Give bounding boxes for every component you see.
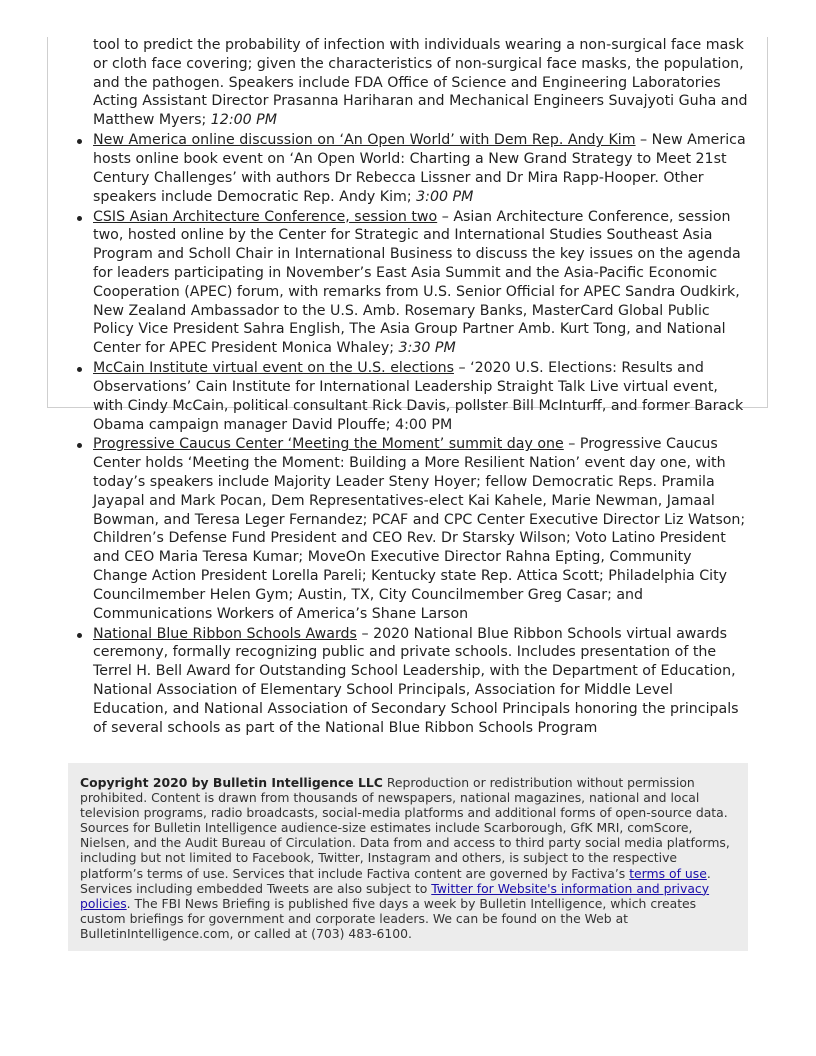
event-time: 3:30 PM — [398, 340, 456, 357]
copyright-footer — [68, 763, 748, 951]
event-description: New America hosts online book event on ‘An Open World: Charting a New Grand Strategy to Meet 21st Century Challenges’ with authors Dr Rebecca Lissner and Dr Mira Rapp-Hooper. Other speakers include Democratic Rep. Andy Kim; — [93, 132, 746, 205]
footer-text: . The FBI News Briefing is published five days a week by Bulletin Intelligence, which creates custom briefings for government and corporate leaders. We can be found on the Web at BulletinIntelligence.com, or called at (703) 483-6100. — [80, 895, 697, 941]
event-time: 12:00 PM — [210, 112, 277, 129]
event-separator: – — [635, 132, 652, 149]
list-item — [93, 131, 749, 206]
twitter-policy-link[interactable]: Twitter for Website's information and privacy policies — [80, 880, 710, 911]
event-list — [0, 36, 816, 737]
list-item — [93, 625, 749, 738]
list-item — [93, 359, 749, 434]
copyright-heading: Copyright 2020 by Bulletin Intelligence LLC — [80, 775, 383, 790]
event-description: ‘2020 U.S. Elections: Results and Observations’ Cain Institute for International Leadership Straight Talk Live virtual event, with Cindy McCain, political consultant Rick Davis, pollster Bill McInturff, and former Barack Obama campaign manager David Plouffe; 4:00 PM — [93, 360, 744, 433]
event-separator: – — [356, 625, 374, 642]
list-item — [93, 208, 749, 358]
event-description: 2020 National Blue Ribbon Schools virtual awards ceremony, formally recognizing public and private schools. Includes presentation of the Terrel H. Bell Award for Outstanding School Leadership, with the Department of Education, National Association of Elementary School Principals, Association for Middle Level Education, and National Association of Secondary School Principals honoring the principals of several schools as part of the National Blue Ribbon Schools Program — [93, 625, 739, 736]
list-item — [93, 435, 749, 623]
events-section — [0, 36, 816, 739]
event-link[interactable]: Progressive Caucus Center ‘Meeting the Moment’ summit day one — [93, 436, 564, 453]
event-description: tool to predict the probability of infection with individuals wearing a non-surgical face mask or cloth face covering; given the characteristics of non-surgical face masks, the population, and the pathogen. Speakers include FDA Office of Science and Engineering Laboratories Acting Assistant Director Prasanna Hariharan and Mechanical Engineers Suvajyoti Guha and Matthew Myers; — [93, 37, 748, 129]
event-link[interactable]: New America online discussion on ‘An Open World’ with Dem Rep. Andy Kim — [93, 132, 636, 149]
event-link[interactable]: CSIS Asian Architecture Conference, session two — [93, 208, 438, 225]
event-link[interactable]: National Blue Ribbon Schools Awards — [93, 625, 357, 642]
terms-of-use-link[interactable]: terms of use — [629, 865, 707, 881]
footer-text: . Services including embedded Tweets are also subject to — [80, 865, 711, 896]
footer-text: Reproduction or redistribution without permission prohibited. Content is drawn from thousands of newspapers, national magazines, national and local television programs, radio broadcasts, social-media platforms and additional forms of open-source data. Sources for Bulletin Intelligence audience-size estimates include Scarborough, GfK MRI, comScore, Nielsen, and the Audit Bureau of Circulation. Data from and access to third party social media platforms, including but not limited to Facebook, Twitter, Instagram and others, is subject to the respective platform’s terms of use. Services that include Factiva content are governed by Factiva’s — [80, 775, 730, 881]
event-description: Progressive Caucus Center holds ‘Meeting the Moment: Building a More Resilient Nation’ event day one, with today’s speakers include Majority Leader Steny Hoyer; fellow Democratic Reps. Pramila Jayapal and Mark Pocan, Dem Representatives-elect Kai Kahele, Marie Newman, Jamaal Bowman, and Teresa Leger Fernandez; PCAF and CPC Center Executive Director Liz Watson; Children’s Defense Fund President and CEO Rev. Dr Starsky Wilson; Voto Latino President and CEO Maria Teresa Kumar; MoveOn Executive Director Rahna Epting, Community Change Action President Lorella Pareli; Kentucky state Rep. Attica Scott; Philadelphia City Councilmember Helen Gym; Austin, TX, City Councilmember Greg Casar; and Communications Workers of America’s Shane Larson — [93, 436, 746, 622]
event-link[interactable]: McCain Institute virtual event on the U.S. elections — [93, 360, 454, 377]
event-separator: – — [453, 360, 471, 377]
event-separator: – — [563, 436, 580, 453]
list-item — [93, 36, 749, 130]
event-separator: – — [437, 208, 454, 225]
event-time: 3:00 PM — [416, 188, 474, 205]
event-description: Asian Architecture Conference, session two, hosted online by the Center for Strategic and International Studies Southeast Asia Program and Scholl Chair in International Business to discuss the key issues on the agenda for leaders participating in November’s East Asia Summit and the Asia-Pacific Economic Cooperation (APEC) forum, with remarks from U.S. Senior Official for APEC Sandra Oudkirk, New Zealand Ambassador to the U.S. Amb. Rosemary Banks, MasterCard Global Public Policy Vice President Sahra English, The Asia Group Partner Amb. Kurt Tong, and National Center for APEC President Monica Whaley; — [93, 208, 741, 357]
